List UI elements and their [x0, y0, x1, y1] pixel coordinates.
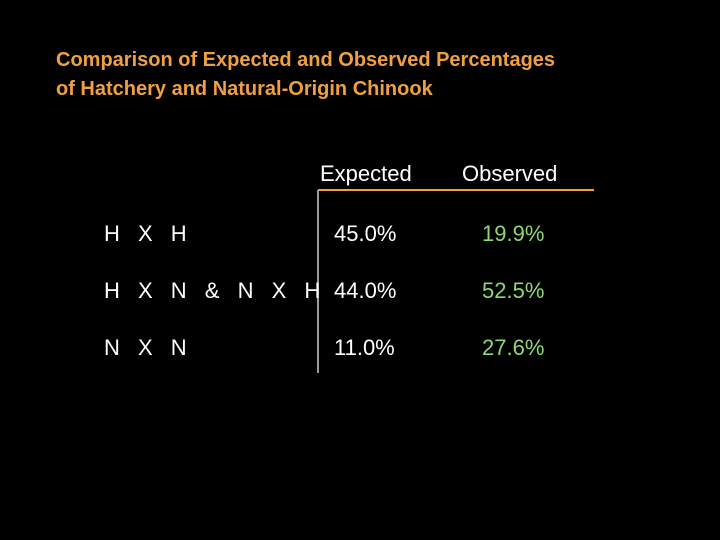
column-header-expected: Expected — [320, 161, 412, 186]
row-label-hxn-nxh: H X N & N X H — [104, 278, 327, 303]
title-line-2: of Hatchery and Natural-Origin Chinook — [56, 78, 433, 100]
cell-expected-hxn-nxh: 44.0% — [334, 278, 397, 303]
slide-title — [56, 46, 676, 104]
cell-observed-nxn: 27.6% — [482, 335, 545, 360]
cell-expected-hxh: 45.0% — [334, 221, 397, 246]
row-label-nxn: N X N — [104, 335, 193, 360]
row-label-hxh: H X H — [104, 221, 193, 246]
column-header-observed: Observed — [462, 161, 558, 186]
cell-observed-hxn-nxh: 52.5% — [482, 278, 545, 303]
header-divider — [318, 189, 594, 191]
cell-observed-hxh: 19.9% — [482, 221, 545, 246]
cell-expected-nxn: 11.0% — [334, 335, 395, 360]
title-line-1: Comparison of Expected and Observed Percentages — [56, 49, 556, 71]
